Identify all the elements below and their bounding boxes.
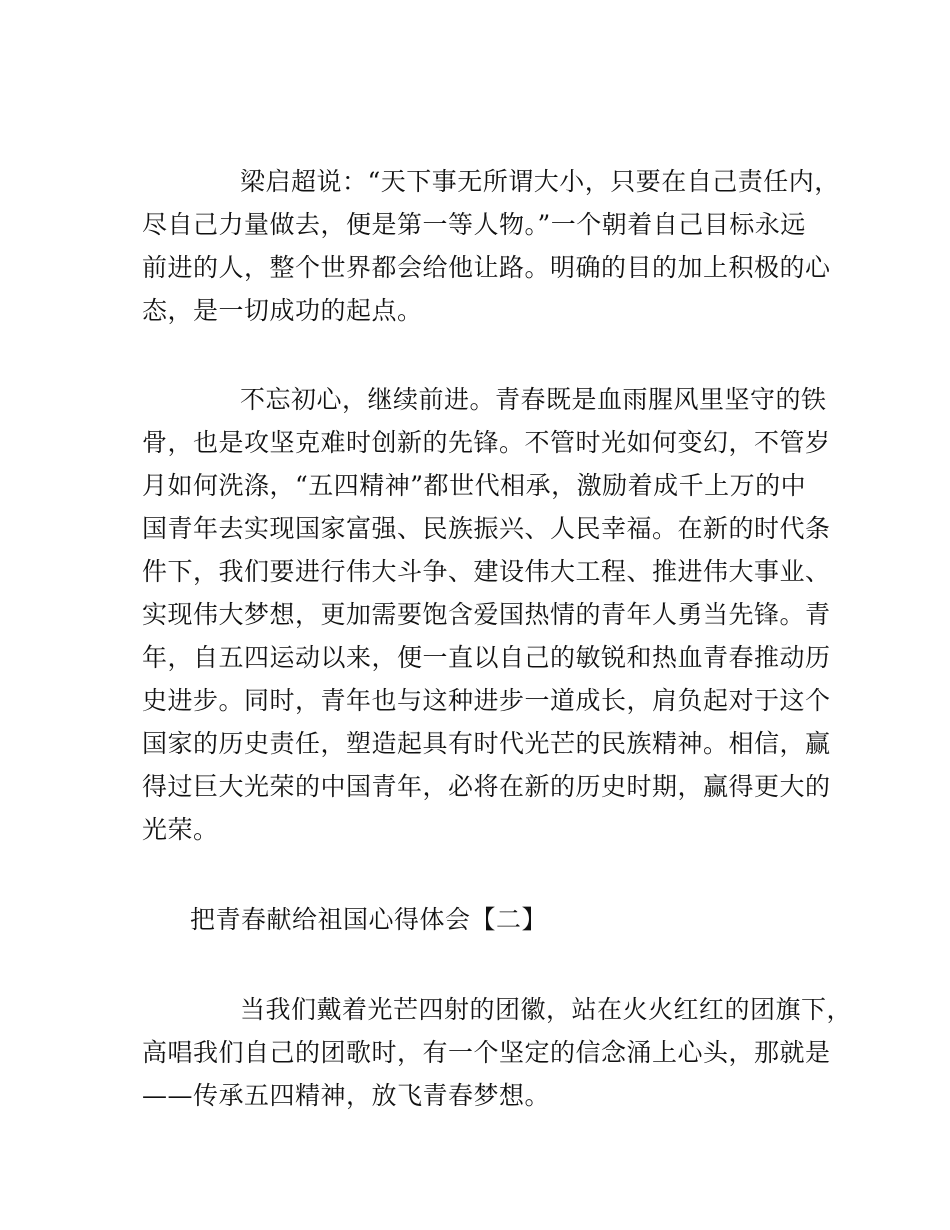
paragraph-line: 态，是一切成功的起点。 — [142, 296, 423, 325]
paragraph-line: 高唱我们自己的团歌时，有一个坚定的信念涌上心头，那就是 — [142, 1038, 831, 1067]
paragraph-line: 国青年去实现国家富强、民族振兴、人民幸福。在新的时代条 — [142, 514, 831, 543]
paragraph-line: 当我们戴着光芒四射的团徽，站在火火红红的团旗下， — [240, 995, 853, 1024]
paragraph-line: 年，自五四运动以来，便一直以自己的敏锐和热血青春推动历 — [142, 643, 831, 672]
paragraph-line: 骨，也是攻坚克难时创新的先锋。不管时光如何变幻，不管岁 — [142, 428, 831, 457]
paragraph-line: 史进步。同时，青年也与这种进步一道成长，肩负起对于这个 — [142, 686, 831, 715]
paragraph-line: 实现伟大梦想，更加需要饱含爱国热情的青年人勇当先锋。青 — [142, 600, 831, 629]
paragraph-line: 尽自己力量做去，便是第一等人物。”一个朝着自己目标永远 — [142, 210, 806, 239]
section-heading: 把青春献给祖国心得体会【二】 — [190, 905, 548, 934]
paragraph-line: 前进的人，整个世界都会给他让路。明确的目的加上积极的心 — [142, 253, 831, 282]
paragraph-line: 月如何洗涤，“五四精神”都世代相承，激励着成千上万的中 — [142, 471, 807, 500]
paragraph-line: 国家的历史责任，塑造起具有时代光芒的民族精神。相信，赢 — [142, 729, 831, 758]
paragraph-line: 光荣。 — [142, 815, 219, 844]
paragraph-line: 不忘初心，继续前进。青春既是血雨腥风里坚守的铁 — [240, 385, 827, 414]
paragraph-line: 梁启超说：“天下事无所谓大小，只要在自己责任内， — [240, 167, 840, 196]
paragraph-line: 件下，我们要进行伟大斗争、建设伟大工程、推进伟大事业、 — [142, 557, 831, 586]
paragraph-line: ——传承五四精神，放飞青春梦想。 — [142, 1081, 551, 1110]
paragraph-line: 得过巨大光荣的中国青年，必将在新的历史时期，赢得更大的 — [142, 772, 831, 801]
